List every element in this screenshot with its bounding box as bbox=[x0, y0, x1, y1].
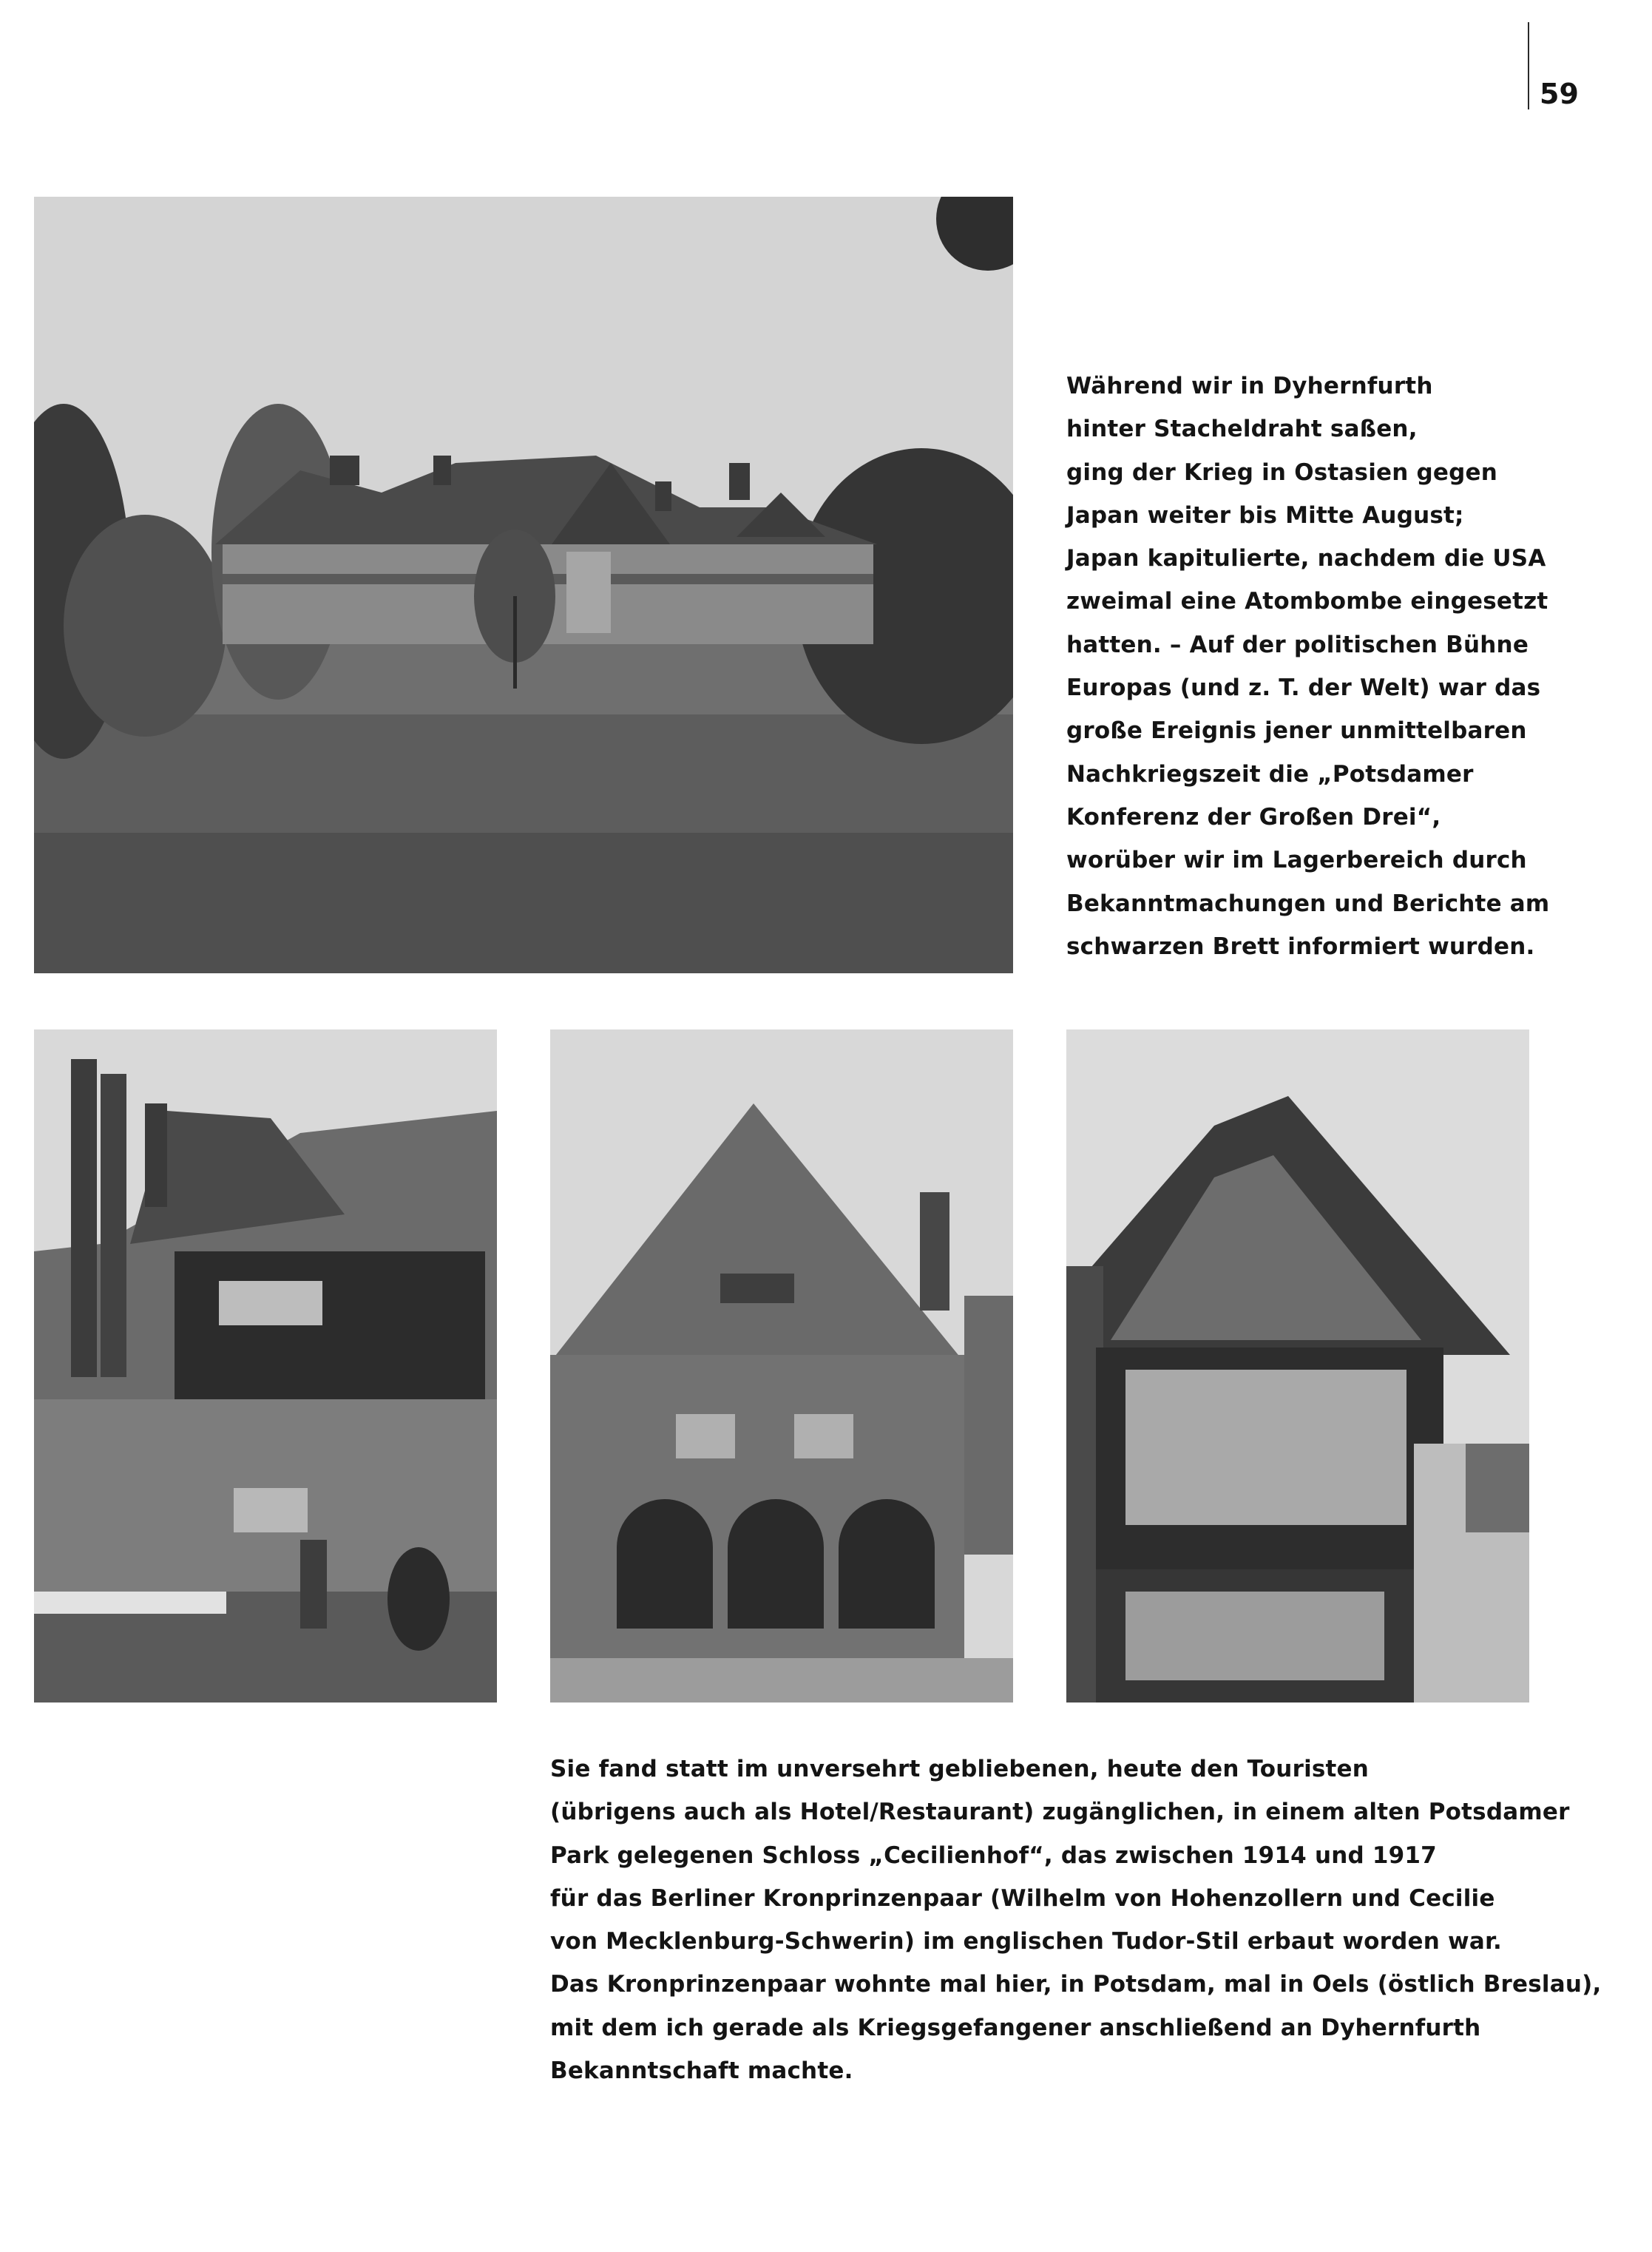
photo-ivy-gable bbox=[550, 1029, 1013, 1702]
side-text-line: Während wir in Dyhernfurth bbox=[1066, 373, 1433, 399]
bottom-text-line: (übrigens auch als Hotel/Restaurant) zugänglichen, in einem alten Potsdamer bbox=[550, 1799, 1570, 1826]
bottom-text-line: von Mecklenburg-Schwerin) im englischen Tudor-Stil erbaut worden war. bbox=[550, 1928, 1503, 1955]
bottom-text bbox=[550, 1748, 1601, 2092]
bottom-text-line: Bekanntschaft machte. bbox=[550, 2057, 853, 2085]
side-text-line: Konferenz der Großen Drei“, bbox=[1066, 803, 1441, 831]
side-text-line: zweimal eine Atombombe eingesetzt bbox=[1066, 588, 1548, 615]
bottom-text-line: Das Kronprinzenpaar wohnte mal hier, in Potsdam, mal in Oels (östlich Breslau), bbox=[550, 1971, 1602, 1998]
side-text-line: große Ereignis jener unmittelbaren bbox=[1066, 717, 1527, 745]
page-number: 59 bbox=[1540, 78, 1579, 110]
bottom-text-line: Sie fand statt im unversehrt gebliebenen, heute den Touristen bbox=[550, 1756, 1370, 1782]
bottom-text-line: mit dem ich gerade als Kriegsgefangener anschließend an Dyhernfurth bbox=[550, 2014, 1481, 2041]
bottom-text-line: Park gelegenen Schloss „Cecilienhof“, das zwischen 1914 und 1917 bbox=[550, 1842, 1437, 1869]
side-text-line: schwarzen Brett informiert wurden. bbox=[1066, 933, 1535, 960]
photo-oriel-tower bbox=[1066, 1029, 1529, 1702]
side-text-line: ging der Krieg in Ostasien gegen bbox=[1066, 459, 1498, 486]
side-text-line: Japan kapitulierte, nachdem die USA bbox=[1066, 545, 1546, 572]
side-text-line: hinter Stacheldraht saßen, bbox=[1066, 416, 1418, 443]
photo-timbered-wing bbox=[34, 1029, 497, 1702]
side-text-line: Japan weiter bis Mitte August; bbox=[1066, 501, 1464, 529]
side-text-line: Nachkriegszeit die „Potsdamer bbox=[1066, 760, 1474, 788]
bottom-text-line: für das Berliner Kronprinzenpaar (Wilhelm von Hohenzollern und Cecilie bbox=[550, 1884, 1495, 1912]
photo-cecilienhof-lawn bbox=[34, 197, 1013, 973]
page-rule bbox=[1528, 22, 1529, 109]
side-text-line: worüber wir im Lagerbereich durch bbox=[1066, 847, 1527, 874]
side-text-line: hatten. – Auf der politischen Bühne bbox=[1066, 631, 1529, 658]
side-text-line: Bekanntmachungen und Berichte am bbox=[1066, 890, 1550, 917]
side-text-line: Europas (und z. T. der Welt) war das bbox=[1066, 674, 1541, 702]
side-text bbox=[1066, 365, 1549, 968]
